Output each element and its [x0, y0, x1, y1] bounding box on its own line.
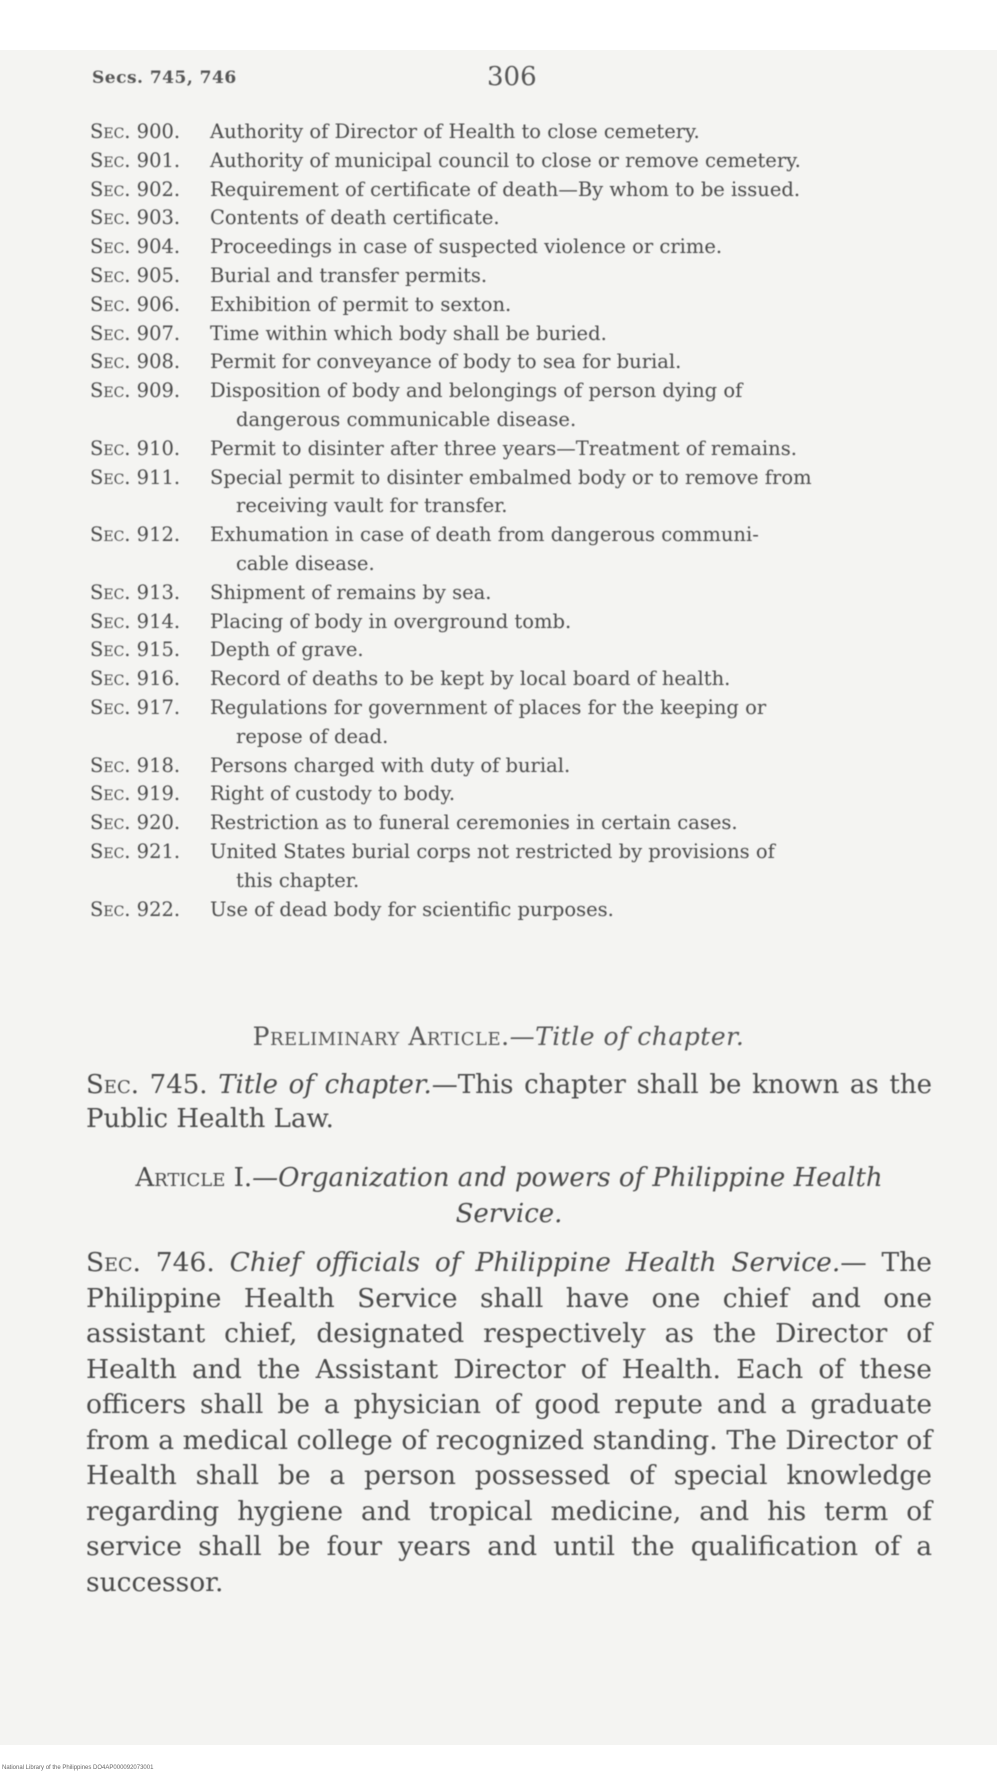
section-745-heading: Title of chapter. — [218, 1070, 432, 1100]
toc-section-number: Sec. 904. — [90, 235, 181, 259]
toc-entry — [90, 435, 938, 464]
toc-title-line: United States burial corps not restricted by provisions of — [210, 839, 775, 863]
toc-section-title — [210, 694, 938, 752]
toc-title-line: Shipment of remains by sea. — [210, 580, 492, 604]
toc-title-line: Persons charged with duty of burial. — [210, 753, 571, 777]
toc-section-number: Sec. 902. — [90, 177, 181, 201]
toc-section-number: Sec. 912. — [90, 523, 181, 547]
toc-section-number: Sec. 905. — [90, 263, 181, 287]
toc-section-number: Sec. 917. — [90, 695, 181, 719]
toc-entry — [90, 147, 938, 176]
toc-entry — [90, 665, 938, 694]
toc-entry — [90, 320, 938, 349]
toc-section-title — [210, 665, 938, 694]
toc-section-title — [210, 348, 938, 377]
section-746-paragraph — [86, 1245, 932, 1600]
toc-title-line: Disposition of body and belongings of person dying of — [210, 379, 743, 403]
toc-title-line: Depth of grave. — [210, 638, 364, 662]
toc-section-title — [210, 118, 938, 147]
toc-section-title — [210, 147, 938, 176]
toc-entry — [90, 176, 938, 205]
toc-section-number: Sec. 910. — [90, 436, 181, 460]
section-746-body: — The Philippine Health Service shall have one chief and one assistant chief, designated respectively as the Director of Health and the Assistant Director of Health. Each of these officers shall be a physician of good repute and a graduate from a medical college of recognized standing. The Director of Health shall be a person possessed of special knowledge regarding hygiene and tropical medicine, and his term of service shall be four years and until the qualification of a successor. — [86, 1247, 932, 1598]
toc-section-number: Sec. 921. — [90, 839, 181, 863]
toc-entry — [90, 233, 938, 262]
toc-entry — [90, 838, 938, 896]
page-number: 306 — [487, 62, 537, 92]
preliminary-article-title: —Title of chapter. — [509, 1022, 745, 1051]
toc-title-line: Burial and transfer permits. — [210, 263, 488, 287]
section-746-label: Sec. 746. — [86, 1247, 215, 1278]
toc-section-title — [210, 233, 938, 262]
toc-title-line: Record of deaths to be kept by local board of health. — [210, 667, 731, 691]
toc-entry — [90, 521, 938, 579]
toc-section-number: Sec. 909. — [90, 379, 181, 403]
toc-title-line: Restriction as to funeral ceremonies in certain cases. — [210, 811, 738, 835]
toc-section-title — [210, 780, 938, 809]
toc-section-number: Sec. 901. — [90, 148, 181, 172]
toc-entry — [90, 377, 938, 435]
running-head-sections: Secs. 745, 746 — [92, 68, 237, 88]
toc-section-title — [210, 176, 938, 205]
toc-section-number: Sec. 906. — [90, 292, 181, 316]
toc-section-title — [210, 838, 938, 896]
article-1-title: —Organization and powers of Philippine Health Service. — [252, 1163, 883, 1229]
toc-section-title — [210, 636, 938, 665]
toc-entry — [90, 348, 938, 377]
toc-section-title — [210, 579, 938, 608]
toc-title-line: Placing of body in overground tomb. — [210, 609, 572, 633]
toc-title-continuation: repose of dead. — [236, 724, 389, 748]
toc-entry — [90, 579, 938, 608]
section-contents-list — [90, 118, 938, 924]
toc-entry — [90, 118, 938, 147]
toc-section-title — [210, 608, 938, 637]
toc-entry — [90, 262, 938, 291]
toc-section-title — [210, 377, 938, 435]
toc-title-line: Contents of death certificate. — [210, 206, 500, 230]
toc-title-line: Authority of Director of Health to close cemetery. — [210, 120, 700, 143]
section-745-label: Sec. 745. — [86, 1070, 208, 1100]
toc-section-number: Sec. 903. — [90, 206, 181, 230]
toc-title-continuation: cable disease. — [236, 551, 375, 575]
toc-section-number: Sec. 914. — [90, 609, 181, 633]
toc-title-line: Use of dead body for scientific purposes. — [210, 897, 614, 921]
preliminary-article-label: Preliminary Article. — [252, 1022, 510, 1051]
toc-section-title — [210, 896, 938, 925]
toc-section-title — [210, 435, 938, 464]
toc-section-title — [210, 752, 938, 781]
toc-section-number: Sec. 919. — [90, 782, 181, 806]
toc-section-number: Sec. 920. — [90, 811, 181, 835]
toc-section-number: Sec. 908. — [90, 350, 181, 374]
toc-section-number: Sec. 922. — [90, 897, 181, 921]
preliminary-article-heading — [0, 1022, 997, 1051]
toc-section-number: Sec. 913. — [90, 580, 181, 604]
toc-section-title — [210, 320, 938, 349]
toc-section-title — [210, 291, 938, 320]
toc-title-line: Permit to disinter after three years—Treatment of remains. — [210, 436, 797, 460]
toc-entry — [90, 204, 938, 233]
toc-entry — [90, 896, 938, 925]
toc-section-number: Sec. 911. — [90, 465, 181, 489]
toc-title-line: Requirement of certificate of death—By whom to be issued. — [210, 177, 801, 201]
toc-entry — [90, 752, 938, 781]
toc-title-line: Exhumation in case of death from dangerous communi- — [210, 523, 759, 547]
toc-title-line: Right of custody to body. — [210, 782, 456, 806]
toc-entry — [90, 780, 938, 809]
toc-title-continuation: dangerous communicable disease. — [236, 407, 577, 431]
section-745-paragraph — [86, 1068, 932, 1136]
toc-section-number: Sec. 900. — [90, 120, 181, 143]
toc-title-line: Authority of municipal council to close or remove cemetery. — [210, 148, 801, 172]
toc-section-number: Sec. 918. — [90, 753, 181, 777]
toc-entry — [90, 291, 938, 320]
toc-entry — [90, 636, 938, 665]
article-1-heading — [86, 1160, 932, 1232]
toc-entry — [90, 608, 938, 637]
section-745-body: —This chapter shall be known as the Public Health Law. — [86, 1070, 932, 1134]
toc-entry — [90, 464, 938, 522]
page-header — [92, 62, 932, 92]
toc-entry — [90, 809, 938, 838]
section-746-heading: Chief officials of Philippine Health Service. — [229, 1247, 841, 1278]
toc-title-continuation: receiving vault for transfer. — [236, 494, 508, 518]
toc-title-line: Time within which body shall be buried. — [210, 321, 607, 345]
toc-title-line: Special permit to disinter embalmed body or to remove from — [210, 465, 812, 489]
article-1-label: Article I. — [135, 1163, 253, 1193]
toc-title-line: Exhibition of permit to sexton. — [210, 292, 512, 316]
toc-title-line: Permit for conveyance of body to sea for burial. — [210, 350, 682, 374]
toc-section-number: Sec. 907. — [90, 321, 181, 345]
toc-section-number: Sec. 915. — [90, 638, 181, 662]
toc-section-title — [210, 809, 938, 838]
toc-section-title — [210, 204, 938, 233]
archive-footer: National Library of the Philippines DO4AP000092073001 — [2, 1765, 154, 1771]
toc-section-title — [210, 464, 938, 522]
toc-entry — [90, 694, 938, 752]
toc-title-line: Proceedings in case of suspected violence or crime. — [210, 235, 723, 259]
toc-title-continuation: this chapter. — [236, 868, 360, 892]
toc-section-number: Sec. 916. — [90, 667, 181, 691]
toc-section-title — [210, 521, 938, 579]
toc-title-line: Regulations for government of places for the keeping or — [210, 695, 767, 719]
toc-section-title — [210, 262, 938, 291]
